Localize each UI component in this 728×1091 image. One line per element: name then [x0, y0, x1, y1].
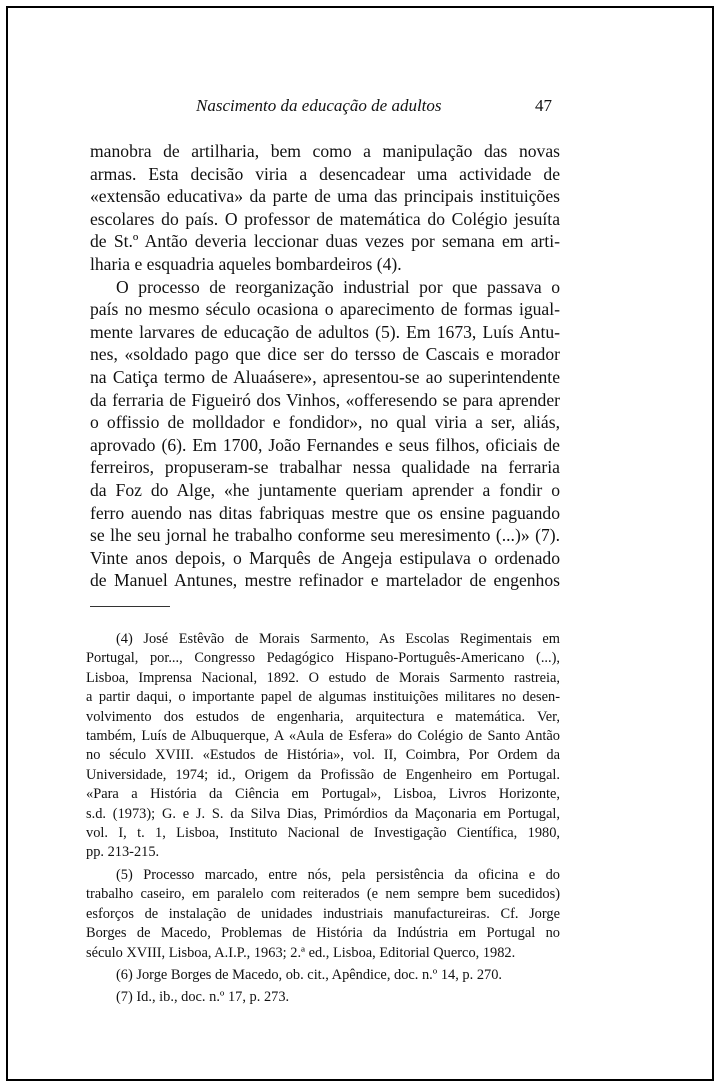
body-text	[90, 140, 560, 592]
body-line: ferro auendo nas ditas fabriquas mestre que os ensine paguando	[90, 502, 560, 523]
footnote-line: «Para a História da Ciência em Portugal», Lisboa, Livros Horizonte,	[86, 786, 560, 803]
footnote-line: no século XVIII. «Estudos de História», vol. II, Coimbra, Por Ordem da	[86, 747, 560, 764]
footnote-line: (4) José Estêvão de Morais Sarmento, As Escolas Regimentais em	[116, 631, 560, 647]
footnote-5	[86, 866, 560, 963]
running-header	[196, 96, 566, 116]
footnote-rule	[90, 606, 170, 607]
body-line: lharia e esquadria aqueles bombardeiros (4).	[90, 253, 402, 274]
body-line: da Foz do Alge, «he juntamente queriam aprender a fondir o	[90, 479, 560, 500]
body-line: nes, «soldado pago que dice ser do tersso de Cascais e morador	[90, 344, 560, 365]
body-line: armas. Esta decisão viria a desencadear uma actividade de	[90, 163, 560, 184]
footnote-line: vol. I, t. 1, Lisboa, Instituto Nacional de Investigação Científica, 1980,	[86, 825, 560, 842]
body-line: aprovado (6). Em 1700, João Fernandes e seus filhos, oficiais de	[90, 434, 560, 455]
body-line: país no mesmo século ocasiona o aparecimento de formas igual-	[90, 299, 560, 320]
body-line: escolares do país. O professor de matemática do Colégio jesuíta	[90, 208, 560, 229]
body-line: «extensão educativa» da parte de uma das principais instituições	[90, 186, 560, 207]
body-line: manobra de artilharia, bem como a manipulação das novas	[90, 141, 560, 161]
page-number: 47	[535, 96, 552, 115]
body-line: de Manuel Antunes, mestre refinador e martelador de engenhos	[90, 570, 560, 591]
footnote-line: pp. 213-215.	[86, 844, 160, 861]
footnote-line: também, Luís de Albuquerque, A «Aula de Esfera» do Colégio de Santo Antão	[86, 728, 560, 745]
body-line: da ferraria de Figueiró dos Vinhos, «offeresendo se para aprender	[90, 389, 560, 410]
footnote-line: Borges de Macedo, Problemas de História da Indústria em Portugal no	[86, 925, 560, 942]
footnote-4	[86, 630, 560, 863]
body-line: mente larvares de educação de adultos (5). Em 1673, Luís Antu-	[90, 321, 560, 342]
footnote-line: esforços de instalação de unidades industriais manufactureiras. Cf. Jorge	[86, 905, 560, 922]
footnote-line: trabalho caseiro, em paralelo com reiterados (e nem sempre bem sucedidos)	[86, 886, 560, 903]
footnote-line: Portugal, por..., Congresso Pedagógico Hispano-Português-Americano (...),	[86, 650, 560, 667]
body-line: Vinte anos depois, o Marquês de Angeja estipulava o ordenado	[90, 547, 560, 568]
footnote-line: (5) Processo marcado, entre nós, pela persistência da oficina e do	[116, 866, 560, 883]
body-line: de St.º Antão deveria leccionar duas vezes por semana em arti-	[90, 231, 560, 252]
footnote-line: século XVIII, Lisboa, A.I.P., 1963; 2.ª ed., Lisboa, Editorial Querco, 1982.	[86, 944, 516, 961]
footnote-line: (6) Jorge Borges de Macedo, ob. cit., Apêndice, doc. n.º 14, p. 270.	[116, 966, 503, 983]
footnote-line: a partir daqui, o importante papel de algumas instituições militares no desen-	[86, 689, 560, 706]
footnote-6	[86, 966, 560, 985]
body-line: o offissio de molldador e fondidor», no qual viria a ser, aliás,	[90, 412, 560, 433]
footnote-line: (7) Id., ib., doc. n.º 17, p. 273.	[116, 989, 290, 1006]
body-line: na Catiça termo de Aluaásere», apresentou-se ao superintendente	[90, 366, 560, 387]
footnote-7	[86, 988, 560, 1007]
footnotes	[86, 630, 560, 1011]
body-line: ferreiros, propuseram-se trabalhar nessa qualidade na ferraria	[90, 457, 560, 478]
footnote-line: Universidade, 1974; id., Origem da Profissão de Engenheiro em Portugal.	[86, 766, 560, 783]
body-line: O processo de reorganização industrial por que passava o	[116, 276, 560, 297]
running-title: Nascimento da educação de adultos	[196, 96, 442, 115]
body-line: se lhe seu jornal he trabalho conforme seu meresimento (...)» (7).	[90, 525, 560, 546]
footnote-line: volvimento dos estudos de engenharia, arquitectura e matemática. Ver,	[86, 708, 560, 725]
footnote-line: s.d. (1973); G. e J. S. da Silva Dias, Primórdios da Maçonaria em Portugal,	[86, 805, 560, 822]
footnote-line: Lisboa, Imprensa Nacional, 1892. O estudo de Morais Sarmento rastreia,	[86, 669, 560, 686]
